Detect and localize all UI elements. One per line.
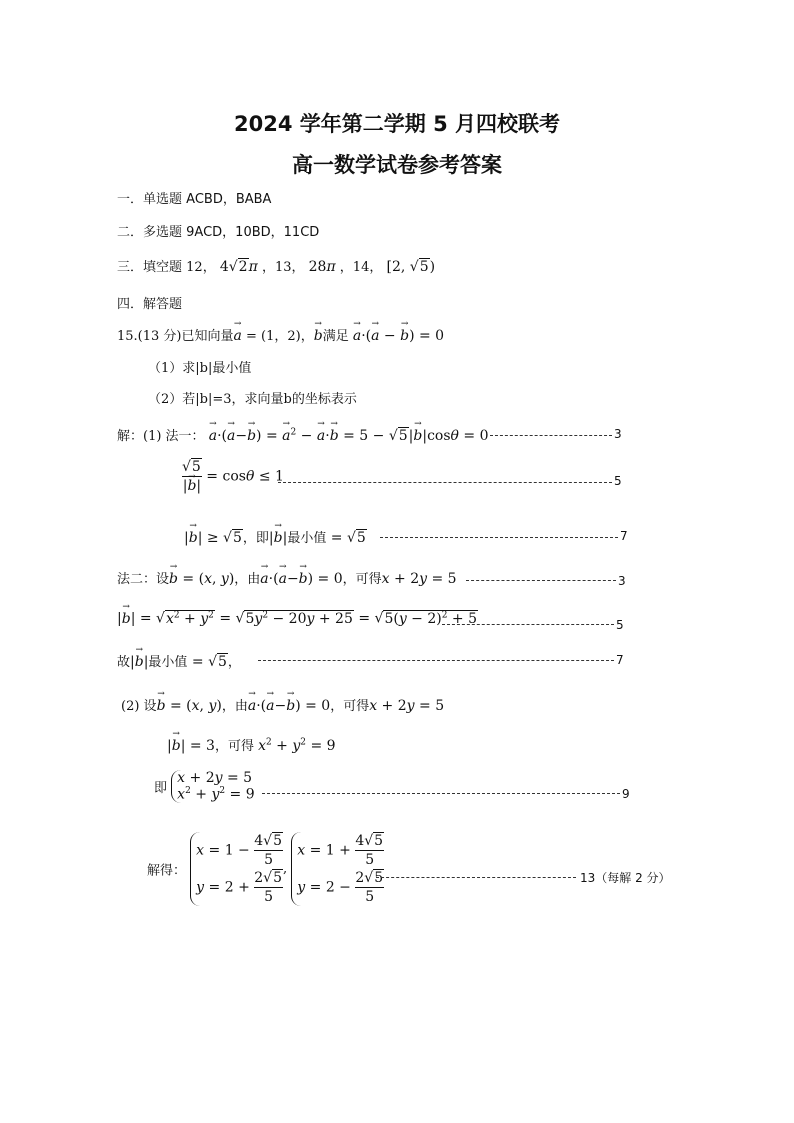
section-label: 二．多选题 [117, 225, 183, 240]
title-line-2: 高一数学试卷参考答案 [292, 153, 502, 177]
score-mark: 13（每解 2 分） [580, 871, 671, 885]
score-mark: 3 [614, 427, 622, 441]
part2-system: 即 x + 2y = 5 $x^2 + y^2 = 9$ [154, 770, 255, 803]
score-mark: 7 [616, 653, 624, 667]
score-dash [442, 624, 614, 625]
score-mark: 9 [622, 787, 630, 801]
score-mark: 3 [618, 574, 626, 588]
section-label: 三．填空题 [117, 260, 183, 275]
method1-line1: 解：(1) 法一： → a·(→ a−→ b) = → $a^2$ − → a·→ b = 5 − √5|→ b|cosθ = 0 [117, 425, 489, 444]
section-answer: 9ACD，10BD，11CD [186, 225, 320, 240]
section-solution-label: 四．解答题 [117, 297, 183, 312]
score-dash [490, 435, 612, 436]
score-dash [258, 660, 614, 661]
part2-line1: (2) 设→ b = (x, y)，由→ a·(→ a−→ b) = 0，可得x + 2y = 5 [121, 695, 444, 714]
title-line-1: 2024 学年第二学期 5 月四校联考 [234, 112, 560, 136]
score-dash [376, 877, 576, 878]
section-single-choice [117, 188, 271, 207]
method1-line2: $\frac{√5}{|\to b|}$ = cosθ ≤ 1 [182, 458, 284, 495]
answer-12: 4√2π [219, 259, 258, 275]
score-dash [380, 537, 618, 538]
question-15-part-2: （2）若|b|=3，求向量b的坐标表示 [148, 392, 357, 407]
score-dash [466, 580, 616, 581]
method2-line2: |→ $b| = √x^2 + y^2 = √5y^2 - 20y + 25 = √5(y - 2)^2 + 5$ [117, 610, 478, 627]
question-15-part-1: （1）求|b|最小值 [148, 361, 252, 376]
method1-line3: |→ b| ≥ √5，即|→ b|最小值 = √5 [184, 527, 367, 546]
section-multi-choice [117, 221, 319, 240]
score-mark: 7 [620, 529, 628, 543]
score-dash [278, 482, 612, 483]
answer-13: 28π [308, 259, 336, 275]
method2-line3: 故|→ b|最小值 = √5， [117, 651, 241, 670]
answer-14: [2, √5) [386, 259, 436, 275]
score-mark: 5 [614, 474, 622, 488]
section-label: 一．单选题 [117, 192, 183, 207]
section-answer: ACBD，BABA [186, 192, 272, 207]
part2-line2: |→ b| = 3，可得 $x^2 + y^2 = 9$ [167, 735, 336, 754]
section-fill-blank: 三．填空题 12， 4√2π ，13， 28π ，14， [2, √5) [117, 259, 436, 275]
score-dash [262, 793, 620, 794]
question-15: 15.(13 分)已知向量→ a = (1，2)，→ b满足 → a·(→ a − → b) = 0 [117, 325, 444, 344]
score-mark: 5 [616, 618, 624, 632]
method2-line1: 法二：设→ b = (x, y)，由→ a·(→ a−→ b) = 0，可得x + 2y = 5 [117, 568, 457, 587]
part2-solution: 解得： x = 1 − $\frac{4√5}{5}$ y = 2 + $\frac{2√5}{5}$ , x = 1 + $\frac{4√5}{5}$ y = 2 − $\frac{2√5}{5}$ [147, 833, 384, 905]
